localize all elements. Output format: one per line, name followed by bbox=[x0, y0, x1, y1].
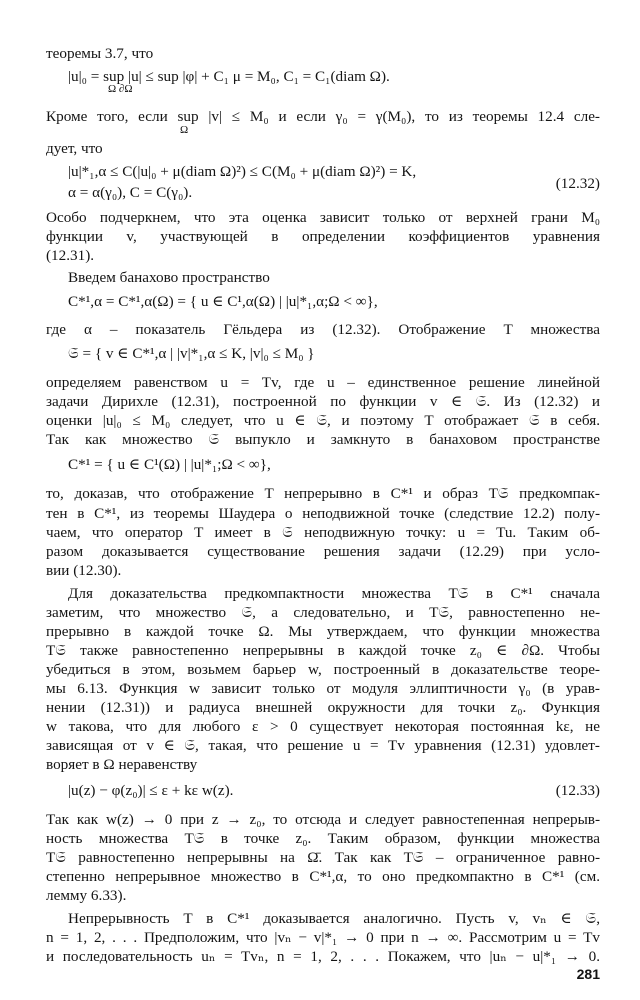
text-line: ность множества T𝔖 в точке z₀. Таким образом, функции множества bbox=[46, 830, 600, 847]
formula-line: C*¹,α = C*¹,α(Ω) = { u ∈ C¹,α(Ω) | |u|*₁,α;Ω < ∞}, bbox=[68, 293, 378, 310]
formula-line: |u|₀ = sup |u| ≤ sup |φ| + C₁ μ = M₀, C₁ = C₁(diam Ω). bbox=[68, 68, 390, 85]
text-line: Введем банахово пространство bbox=[68, 269, 270, 286]
text-line: w такова, что для любого ε > 0 существует некоторая постоянная kε, не bbox=[46, 718, 600, 735]
formula-line: |u(z) − φ(z₀)| ≤ ε + kε w(z). bbox=[68, 782, 234, 799]
text-line: прерывно в каждой точке Ω. Мы утверждаем, что функции множества bbox=[46, 623, 600, 640]
text-line: где α – показатель Гёльдера из (12.32). Отображение T множества bbox=[46, 321, 600, 338]
text-line: Так как множество 𝔖 выпукло и замкнуто в банаховом пространстве bbox=[46, 431, 600, 448]
text-line: Для доказательства предкомпактности множества T𝔖 в C*¹ сначала bbox=[68, 585, 600, 602]
text-line: убедиться в этом, возьмем барьер w, построенный в доказательстве теоре- bbox=[46, 661, 600, 678]
formula-subscript: Ω bbox=[180, 124, 189, 136]
text-line: заметим, что множество 𝔖, а следовательно, и T𝔖, равностепенно не- bbox=[46, 604, 600, 621]
text-line: разом доказывается существование решения задачи (12.29) при усло- bbox=[46, 543, 600, 560]
text-line: Кроме того, если sup |v| ≤ M₀ и если γ₀ = γ(M₀), то из теоремы 12.4 сле- bbox=[46, 108, 600, 125]
equation-number: (12.32) bbox=[555, 175, 600, 192]
text-line: тен в C*¹, из теоремы Шаудера о неподвижной точке (следствие 12.2) полу- bbox=[46, 505, 600, 522]
formula-line: 𝔖 = { v ∈ C*¹,α | |v|*₁,α ≤ K, |v|₀ ≤ M₀ } bbox=[68, 345, 315, 362]
formula-line: |u|*₁,α ≤ C(|u|₀ + μ(diam Ω)²) ≤ C(M₀ + μ(diam Ω)²) = K, bbox=[68, 163, 417, 180]
equation-number: (12.33) bbox=[555, 782, 600, 799]
formula-subscript: Ω ∂Ω bbox=[108, 83, 133, 95]
text-line: задачи Дирихле (12.31), построенной по функции v ∈ 𝔖. Из (12.32) и bbox=[46, 393, 600, 410]
text-line: теоремы 3.7, что bbox=[46, 45, 154, 62]
formula-line: C*¹ = { u ∈ C¹(Ω) | |u|*₁;Ω < ∞}, bbox=[68, 456, 271, 473]
text-line: (12.31). bbox=[46, 247, 95, 264]
text-line: лемму 6.33). bbox=[46, 887, 127, 904]
formula-line: α = α(γ₀), C = C(γ₀). bbox=[68, 184, 193, 201]
page-number: 281 bbox=[576, 966, 600, 982]
text-line: Так как w(z) → 0 при z → z₀, то отсюда и следует равностепенная непрерыв- bbox=[46, 811, 600, 828]
text-line: зависящая от v ∈ 𝔖, такая, что решение u = Tv уравнения (12.31) удовлет- bbox=[46, 737, 600, 754]
text-line: T𝔖 равностепенно непрерывны на Ω̄. Так как T𝔖 – ограниченное равно- bbox=[46, 849, 600, 866]
text-line: чаем, что оператор T имеет в 𝔖 неподвижную точку: u = Tu. Таким об- bbox=[46, 524, 600, 541]
text-line: T𝔖 также равностепенно непрерывны в каждой точке z₀ ∈ ∂Ω. Чтобы bbox=[46, 642, 600, 659]
text-line: мы 6.13. Функция w зависит только от модуля эллиптичности γ₀ (в урав- bbox=[46, 680, 600, 697]
text-line: n = 1, 2, . . . Предположим, что |vₙ − v|*₁ → 0 при n → ∞. Рассмотрим u = Tv bbox=[46, 929, 600, 946]
text-line: Особо подчеркнем, что эта оценка зависит только от верхней грани M₀ bbox=[46, 209, 600, 226]
text-line: нении (12.31)) и радиуса внешней окружности для точки z₀. Функция bbox=[46, 699, 600, 716]
text-line: дует, что bbox=[46, 140, 103, 157]
text-line: Непрерывность T в C*¹ доказывается аналогично. Пусть v, vₙ ∈ 𝔖, bbox=[68, 910, 600, 927]
text-line: воряет в Ω неравенству bbox=[46, 756, 198, 773]
text-line: оценки |u|₀ ≤ M₀ следует, что u ∈ 𝔖, и поэтому T отображает 𝔖 в себя. bbox=[46, 412, 600, 429]
text-line: то, доказав, что отображение T непрерывно в C*¹ и образ T𝔖 предкомпак- bbox=[46, 485, 600, 502]
text-line: и последовательность uₙ = Tvₙ, n = 1, 2, . . . Покажем, что |uₙ − u|*₁ → 0. bbox=[46, 948, 600, 965]
text-line: вии (12.30). bbox=[46, 562, 122, 579]
text-line: степенно непрерывное множество в C*¹,α, то оно предкомпактно в C*¹ (см. bbox=[46, 868, 600, 885]
text-line: функции v, участвующей в определении коэффициентов уравнения bbox=[46, 228, 600, 245]
text-line: определяем равенством u = Tv, где u – единственное решение линейной bbox=[46, 374, 600, 391]
